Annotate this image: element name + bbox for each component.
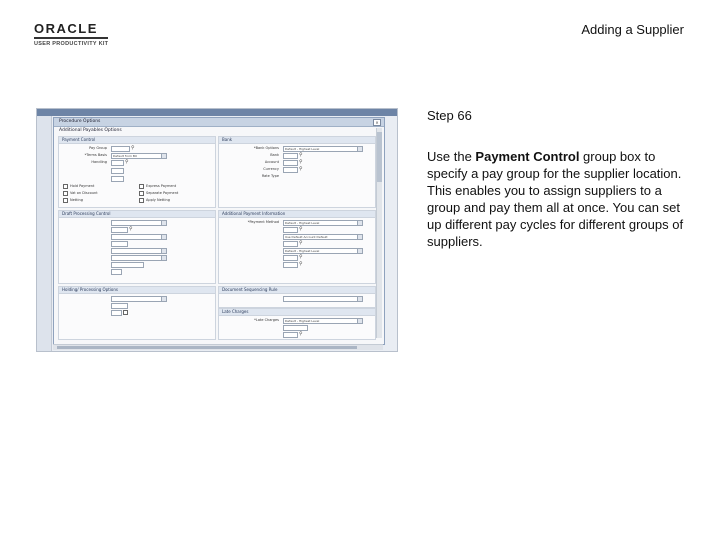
screenshot-left-panel <box>37 116 52 351</box>
netting-checkbox[interactable] <box>63 198 68 203</box>
vat-discount-label: Vat on Discount <box>70 191 98 195</box>
horizontal-scrollbar[interactable] <box>53 344 383 350</box>
late-charges-select[interactable]: Default - Highest Level <box>283 318 358 324</box>
payment-method-select[interactable]: Default - Highest Level <box>283 220 358 226</box>
field-blank[interactable] <box>111 168 124 174</box>
payment-control-header: Payment Control <box>59 137 215 144</box>
separate-payment-label: Separate Payment <box>146 191 179 195</box>
step-instruction <box>427 148 687 250</box>
draft-field[interactable] <box>111 269 122 275</box>
instruction-text-bold: Payment Control <box>475 149 580 164</box>
late-charges-label: *Late Charges <box>254 318 279 322</box>
logo-rule <box>34 37 108 39</box>
separate-payment-checkbox[interactable] <box>139 191 144 196</box>
step-label: Step 66 <box>427 108 472 123</box>
lookup-icon[interactable]: ⚲ <box>299 254 303 260</box>
lookup-icon[interactable]: ⚲ <box>129 226 133 232</box>
express-payment-label: Express Payment <box>146 184 177 188</box>
sequencing-select[interactable] <box>283 296 358 302</box>
holding-options-header: Holding/ Processing Options <box>59 287 215 294</box>
handling-field[interactable] <box>111 160 124 166</box>
scrollbar-thumb[interactable] <box>57 346 357 349</box>
payment-field[interactable] <box>283 262 298 268</box>
lookup-icon[interactable]: ⚲ <box>299 226 303 232</box>
lookup-icon[interactable]: ⚲ <box>299 159 303 165</box>
terms-basis-select[interactable]: Default from BU <box>111 153 162 159</box>
apply-netting-checkbox[interactable] <box>139 198 144 203</box>
lookup-icon[interactable]: ⚲ <box>299 152 303 158</box>
dialog-title: Procedure Options <box>54 118 384 127</box>
lookup-icon[interactable]: ⚲ <box>299 261 303 267</box>
late-charges-field[interactable] <box>283 332 298 338</box>
lookup-icon[interactable]: ⚲ <box>299 240 303 246</box>
payment-method-label: *Payment Method <box>247 220 279 224</box>
instruction-text-pre: Use the <box>427 149 476 164</box>
draft-processing-section <box>58 210 216 284</box>
draft-processing-header: Draft Processing Control <box>59 211 215 218</box>
currency-label: Currency <box>263 167 279 171</box>
chevron-down-icon[interactable] <box>357 296 363 302</box>
scrollbar-thumb[interactable] <box>377 132 382 182</box>
logo-wordmark: ORACLE <box>34 21 98 36</box>
field-blank[interactable] <box>111 176 124 182</box>
bank-section <box>218 136 376 208</box>
oracle-logo <box>34 22 124 47</box>
pay-group-label: Pay Group <box>89 146 107 150</box>
document-sequencing-section <box>218 286 376 308</box>
screenshot-menu-bar <box>37 109 397 116</box>
payment-control-section <box>58 136 216 208</box>
lookup-icon[interactable]: ⚲ <box>299 331 303 337</box>
holding-checkbox[interactable] <box>123 310 128 315</box>
bank-options-label: *Bank Options <box>253 146 279 150</box>
holding-field[interactable] <box>111 310 122 316</box>
lookup-icon[interactable]: ⚲ <box>131 145 135 151</box>
hold-payment-checkbox[interactable] <box>63 184 68 189</box>
hold-payment-label: Hold Payment <box>70 184 95 188</box>
close-icon[interactable]: × <box>373 119 381 126</box>
document-sequencing-header: Document Sequencing Rule <box>219 287 375 294</box>
instruction-text-post: group box to specify a pay group for the supplier location. This enables you to assign suppliers to a group and pay them all at once. You can set up different pay cycles for different groups of suppliers. <box>427 149 684 249</box>
dialog-vertical-scrollbar[interactable] <box>376 128 382 338</box>
late-charges-header: Late Charges <box>219 309 375 316</box>
handling-label: Handling <box>91 160 107 164</box>
additional-payment-section <box>218 210 376 284</box>
apply-netting-label: Apply Netting <box>146 198 170 202</box>
logo-subtitle: USER PRODUCTIVITY KIT <box>34 41 109 47</box>
bank-options-select[interactable]: Default - Highest Level <box>283 146 358 152</box>
page-title: Adding a Supplier <box>581 22 684 37</box>
netting-label: Netting <box>70 198 83 202</box>
additional-options-header[interactable]: Additional Payables Options <box>59 128 122 133</box>
rate-type-label: Rate Type <box>261 174 279 178</box>
lookup-icon[interactable]: ⚲ <box>299 166 303 172</box>
procedure-options-dialog <box>53 117 385 345</box>
express-payment-checkbox[interactable] <box>139 184 144 189</box>
payment-method-2-select[interactable]: Use Default Account Default <box>283 234 358 240</box>
bank-header: Bank <box>219 137 375 144</box>
holding-options-section <box>58 286 216 340</box>
account-label: Account <box>264 160 279 164</box>
additional-payment-header: Additional Payment Information <box>219 211 375 218</box>
late-charges-section <box>218 308 376 340</box>
remit-select[interactable]: Default - Highest Level <box>283 248 358 254</box>
bank-label: Bank <box>270 153 279 157</box>
lookup-icon[interactable]: ⚲ <box>125 159 129 165</box>
terms-basis-label: *Terms Basis <box>84 153 107 157</box>
vat-discount-checkbox[interactable] <box>63 191 68 196</box>
application-screenshot <box>36 108 398 352</box>
